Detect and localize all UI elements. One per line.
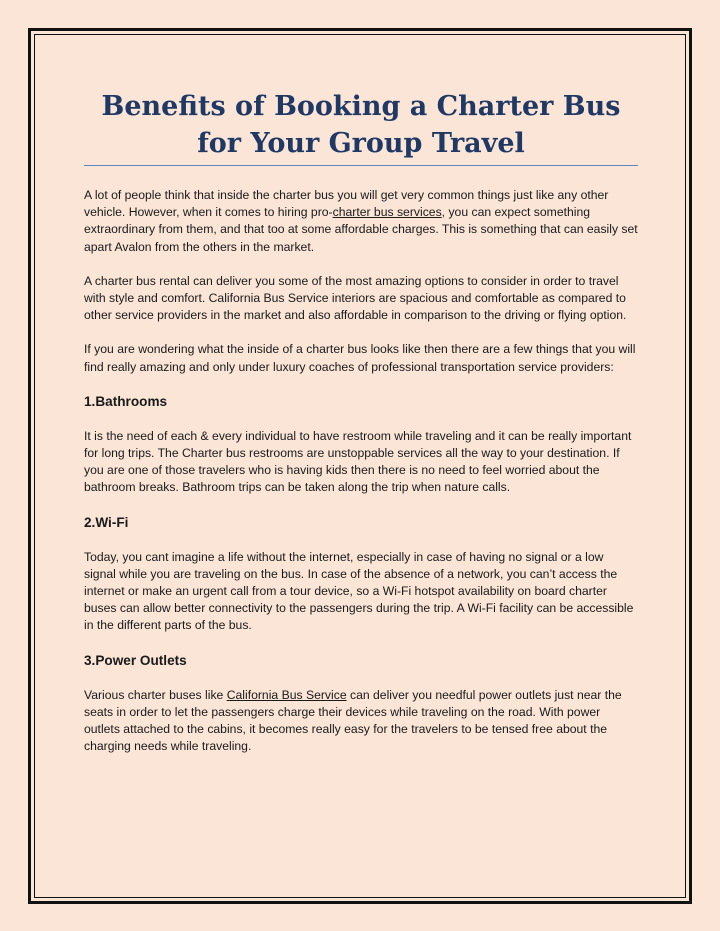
power-outlets-text-before: Various charter buses like [84, 687, 227, 702]
section-heading-power-outlets: 3.Power Outlets [84, 652, 187, 668]
section-body-power-outlets [84, 687, 638, 756]
section-heading-bathrooms: 1.Bathrooms [84, 393, 168, 409]
california-bus-service-link[interactable]: California Bus Service [226, 687, 347, 702]
power-outlets-text-after: can deliver you needful power outlets just near the seats in order to let the passengers charge their devices while traveling on the road. With power outlets attached to the cabins, it becomes really easy for the travelers to be tensed free about the charging needs while traveling. [84, 687, 622, 754]
section-body-bathrooms: It is the need of each & every individual to have restroom while traveling and it can be really important for long trips. The Charter bus restrooms are unstoppable services all the way to your destination. If you are one of those travelers who is having kids then there is no need to feel worried about the bathroom breaks. Bathroom trips can be taken along the trip when nature calls. [84, 428, 632, 495]
section-heading-wifi: 2.Wi-Fi [84, 514, 129, 530]
intro-paragraph-2: A charter bus rental can deliver you some of the most amazing options to consider in order to travel with style and comfort. California Bus Service interiors are spacious and comfortable as compared to other service providers in the market and also affordable in comparison to the driving or flying option. [84, 273, 627, 323]
title-underline [84, 165, 638, 166]
intro-p1-text-after: , you can expect something extraordinary from them, and that too at some affordable charges. This is something that can easily set apart Avalon from the others in the market. [84, 205, 638, 254]
document-content [84, 84, 638, 772]
intro-paragraph-3: If you are wondering what the inside of a charter bus looks like then there are a few things that you will find really amazing and only under luxury coaches of professional transportation service providers: [84, 342, 636, 374]
page-title: Benefits of Booking a Charter Bus for Your Group Travel [101, 91, 621, 159]
section-body-wifi: Today, you cant imagine a life without the internet, especially in case of having no signal or a low signal while you are traveling on the bus. In case of the absence of a network, you can’t access the internet or make an urgent call from a tour device, so a Wi-Fi hotspot availability on board charter buses can allow better connectivity to the passengers during the trip. A Wi-Fi facility can be accessible in the different parts of the bus. [84, 549, 634, 633]
intro-p1-text-before: A lot of people think that inside the charter bus you will get very common things just like any other vehicle. However, when it comes to hiring pro- [84, 188, 609, 220]
intro-paragraph-1 [84, 187, 638, 256]
charter-bus-services-link[interactable]: charter bus services [332, 205, 442, 220]
